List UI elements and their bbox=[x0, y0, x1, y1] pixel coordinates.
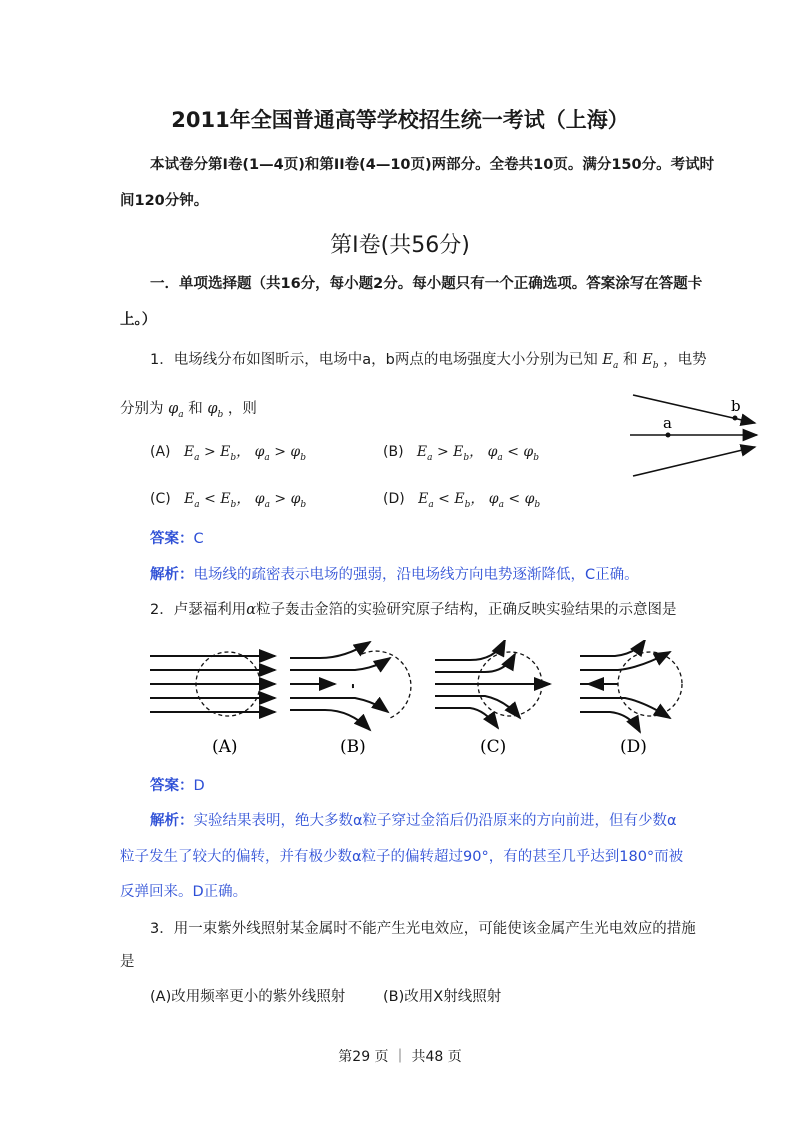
label-b: b bbox=[731, 397, 741, 415]
q1-analysis: 解析：电场线的疏密表示电场的强弱，沿电场线方向电势逐渐降低，C正确。 bbox=[150, 567, 639, 583]
q2-analysis-line-1: 解析：实验结果表明，绝大多数α粒子穿过金箔后仍沿原来的方向前进，但有少数α bbox=[150, 813, 677, 829]
figure-D bbox=[580, 640, 682, 732]
point-b bbox=[733, 416, 738, 421]
q1-option-D[interactable]: (D) $E_a < E_b$， $\varphi_a < \varphi_b$ bbox=[383, 491, 541, 510]
q1-answer: 答案：C bbox=[150, 531, 204, 547]
q1-Ea: $E_a$ bbox=[602, 352, 619, 371]
q1-option-A[interactable]: (A) $E_a > E_b$， $\varphi_a > \varphi_b$ bbox=[150, 444, 306, 463]
q1-and-2: 和 bbox=[188, 401, 203, 417]
q2-alpha: α bbox=[246, 602, 257, 618]
intro-line-1: 本试卷分第I卷(1—4页)和第II卷(4—10页)两部分。全卷共10页。满分150分。考试时 bbox=[150, 157, 715, 173]
q3-option-B[interactable]: (B)改用X射线照射 bbox=[383, 989, 502, 1005]
q1-stem-line-1 bbox=[150, 348, 707, 371]
q2-analysis-line-2: 粒子发生了较大的偏转，并有极少数α粒子的偏转超过90°，有的甚至几乎达到180°而被 bbox=[120, 849, 684, 865]
intro-line-2: 间120分钟。 bbox=[120, 193, 209, 209]
q1-option-B[interactable]: (B) $E_a > E_b$， $\varphi_a < \varphi_b$ bbox=[383, 444, 539, 463]
q1-stem-line2-pre: 分别为 bbox=[120, 401, 164, 417]
q2-answer: 答案：D bbox=[150, 778, 205, 794]
fig-label-D: (D) bbox=[620, 737, 647, 757]
page-title: 2011年全国普通高等学校招生统一考试（上海） bbox=[171, 108, 629, 132]
fig-label-A: (A) bbox=[212, 737, 238, 757]
label-a: a bbox=[663, 414, 672, 432]
q1-Eb: $E_b$ bbox=[642, 352, 659, 371]
q1-stem-text: 1．电场线分布如图昕示，电场中a，b两点的电场强度大小分别为已知 bbox=[150, 352, 598, 368]
point-a bbox=[666, 433, 671, 438]
q1-and-1: 和 bbox=[623, 352, 638, 368]
q1-stem-end: ，电势 bbox=[663, 352, 707, 368]
figure-A bbox=[150, 652, 275, 716]
fig-label-C: (C) bbox=[480, 737, 507, 757]
q1-stem-line-2 bbox=[120, 397, 257, 420]
q1-phib: $\varphi_b$ bbox=[207, 401, 224, 420]
q3-stem-line-1: 3．用一束紫外线照射某金属时不能产生光电效应，可能使该金属产生光电效应的措施 bbox=[150, 921, 696, 937]
q3-stem-line-2: 是 bbox=[120, 954, 135, 970]
section-title: 第I卷(共56分) bbox=[330, 233, 470, 258]
part-one-line-1: 一．单项选择题（共16分，每小题2分。每小题只有一个正确选项。答案涂写在答题卡 bbox=[150, 276, 703, 292]
q1-field-figure bbox=[625, 383, 765, 483]
field-line-bottom bbox=[633, 447, 755, 476]
figure-C bbox=[435, 640, 550, 728]
q3-option-A[interactable]: (A)改用频率更小的紫外线照射 bbox=[150, 989, 346, 1005]
page-footer: 第29 页 ｜ 共48 页 bbox=[338, 1049, 462, 1065]
q1-phia: $\varphi_a$ bbox=[168, 401, 184, 420]
part-one-line-2: 上。） bbox=[120, 312, 157, 328]
q2-analysis-line-3: 反弹回来。D正确。 bbox=[120, 884, 248, 900]
fig-label-B: (B) bbox=[340, 737, 366, 757]
figure-B bbox=[290, 642, 411, 730]
q1-stem-line2-end: ，则 bbox=[227, 401, 257, 417]
q2-figures bbox=[140, 640, 700, 760]
q2-stem: 2．卢瑟福利用α粒子轰击金箔的实验研究原子结构，正确反映实验结果的示意图是 bbox=[150, 602, 677, 618]
q1-option-C[interactable]: (C) $E_a < E_b$， $\varphi_a > \varphi_b$ bbox=[150, 491, 307, 510]
